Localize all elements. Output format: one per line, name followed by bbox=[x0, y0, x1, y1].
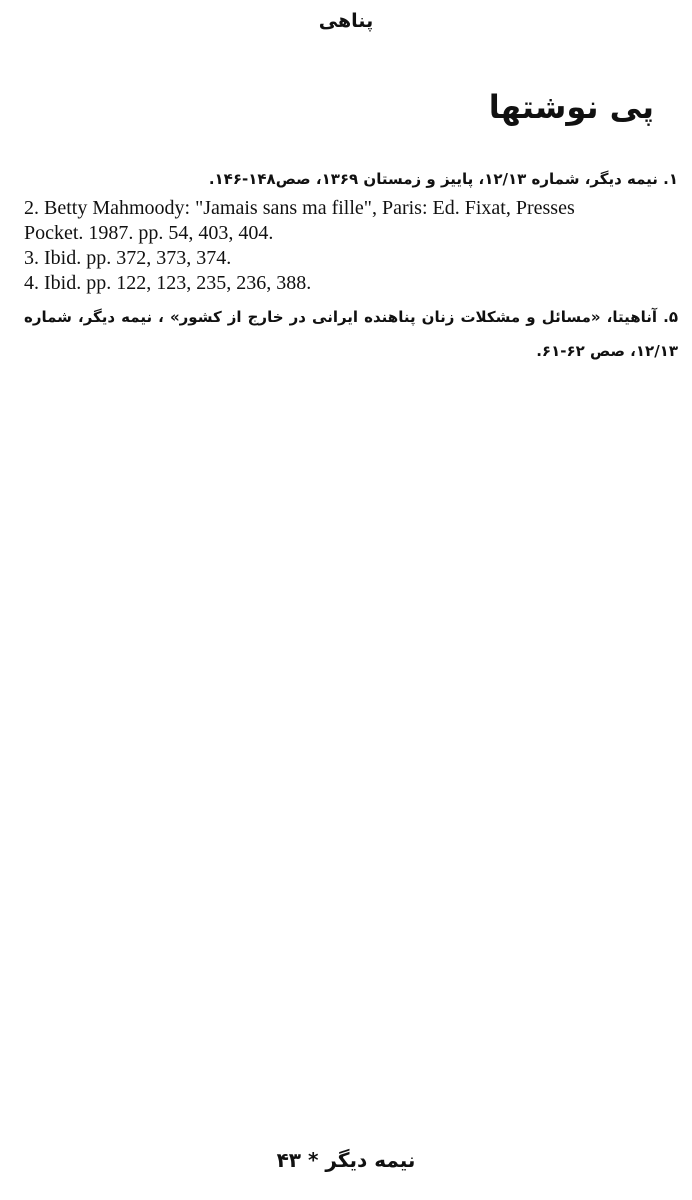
section-title: پی نوشتها bbox=[488, 88, 654, 126]
endnote-5: ۵. آناهیتا، «مسائل و مشکلات زنان پناهنده ایرانی در خارج از کشور» ، نیمه دیگر، شماره ۱۲/۱۳، صص ۶۲-۶۱. bbox=[24, 308, 678, 360]
page-footer: نیمه دیگر * ۴۳ bbox=[276, 1148, 416, 1172]
endnote-1: ۱. نیمه دیگر، شماره ۱۲/۱۳، پاییز و زمستان ۱۳۶۹، صص۱۴۸-۱۴۶. bbox=[208, 170, 678, 188]
endnote-4: 4. Ibid. pp. 122, 123, 235, 236, 388. bbox=[24, 272, 312, 294]
running-head: پناهی bbox=[318, 10, 374, 32]
endnote-2: 2. Betty Mahmoody: "Jamais sans ma fille", Paris: Ed. Fixat, Presses Pocket. 1987. pp. 54, 403, 404. bbox=[24, 197, 575, 244]
endnotes-list bbox=[24, 164, 678, 368]
endnote-3: 3. Ibid. pp. 372, 373, 374. bbox=[24, 247, 232, 269]
